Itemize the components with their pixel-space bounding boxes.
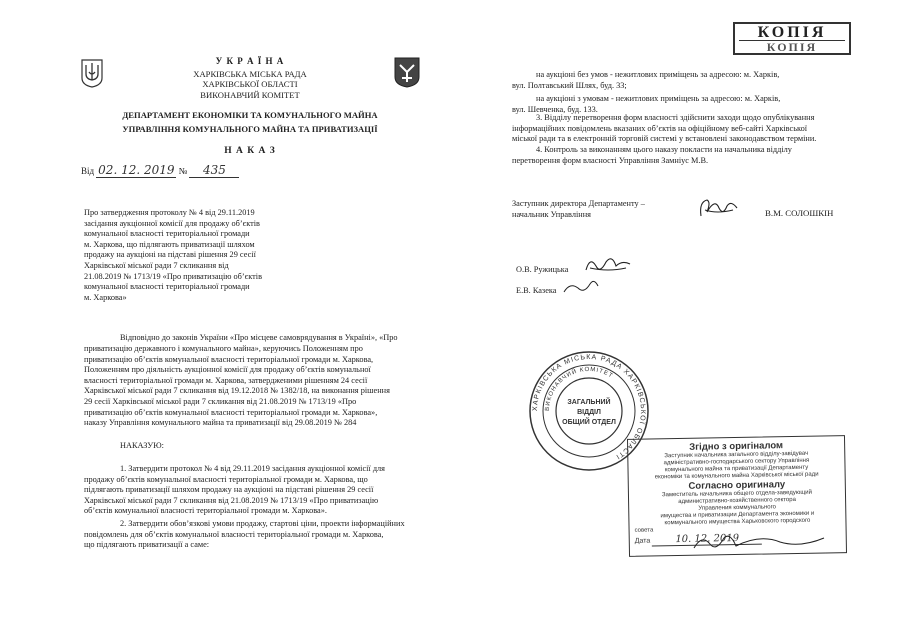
certification-date-value: 10. 12. 2019	[652, 534, 762, 547]
point-line: повідомлень для об’єктів комунальної власності територіальної громади м. Харкова,	[84, 529, 384, 539]
subject-line: Харківської міської ради 7 скликання від	[84, 261, 229, 271]
committee-name: ВИКОНАВЧИЙ КОМІТЕТ	[200, 89, 300, 100]
auction-item-line: вул. Шевченка, буд. 133.	[512, 104, 598, 114]
point-line: продажу об’єктів комунальної власності територіальної громади м. Харкова, що	[84, 474, 368, 484]
oblast-name: ХАРКІВСЬКОЇ ОБЛАСТІ	[202, 79, 298, 90]
point-line: що підлягають приватизації а саме:	[84, 540, 210, 550]
certification-line: адміністративно-господарського сектору Управління	[663, 457, 810, 467]
seal-outer-text: ХАРКІВСЬКА МІСЬКА РАДА ХАРКІВСЬКОЇ ОБЛАСТІ	[531, 353, 647, 461]
approval-name: Е.В. Казека	[516, 286, 557, 295]
certification-line: економіки та комунального майна Харківської міської ради	[654, 471, 819, 481]
preamble-line: Положенням про діяльність аукціонної комісії для продажу об’єктів комунальної	[84, 365, 371, 375]
certification-line: Управления коммунального	[698, 504, 777, 512]
certification-date-label: Дата	[634, 537, 651, 545]
certification-line: комунального майна та приватизації Департаменту	[664, 464, 809, 474]
issuer-block	[140, 69, 360, 100]
certification-ru-text	[634, 489, 841, 535]
subject-line: м. Харкова, що підлягають приватизації шляхом	[84, 239, 255, 249]
point-line: інформаційних повідомлень вказаних об’єктів на офіційному веб-сайті Харківської	[512, 123, 808, 133]
department-name: ДЕПАРТАМЕНТ ЕКОНОМІКИ ТА КОМУНАЛЬНОГО МАЙНА	[122, 110, 378, 120]
certification-line: Заступник начальника загального відділу-завідувач	[664, 450, 809, 460]
subject-line: Про затвердження протоколу № 4 від 29.11.2019	[84, 208, 255, 217]
seal-center-line: ОБЩИЙ ОТДЕЛ	[562, 419, 616, 426]
approval-name: О.В. Ружицька	[516, 265, 569, 274]
preamble-line: Харківської міської ради 7 скликання від 19.12.2018 № 1382/18, на виконання рішення	[84, 386, 390, 396]
copy-stamp	[733, 22, 851, 55]
kharkiv-emblem-icon	[393, 56, 421, 88]
point-line: 2. Затвердити обов’язкові умови продажу, стартові ціни, проекти інформаційних	[120, 519, 405, 528]
point-2	[84, 519, 424, 551]
point-line: 3. Відділу перетворення форм власності здійснити заходи щодо опублікування	[536, 113, 815, 122]
approval-signatures-icon	[560, 252, 640, 304]
number-value: 435	[189, 163, 239, 178]
copy-stamp-bottom: КОПІЯ	[766, 40, 818, 54]
signatory-position-line: Заступник директора Департаменту –	[512, 199, 645, 208]
preamble	[84, 333, 424, 344]
auction-item-line: на аукціоні з умовам - нежитлових приміщень за адресою: м. Харків,	[536, 94, 781, 104]
subject-line: 21.08.2019 № 1713/19 «Про приватизацію об’єктів	[84, 271, 262, 281]
auction-item-line: на аукціоні без умов - нежитлових приміщень за адресою: м. Харків,	[536, 70, 780, 79]
signatory-name: В.М. СОЛОШКІН	[765, 208, 834, 218]
copy-stamp-top: КОПІЯ	[739, 25, 845, 41]
subject-line: комунальної власності територіальної громади	[84, 229, 250, 239]
subject-line: комунальної власності територіальної громади	[84, 282, 250, 292]
council-name: ХАРКІВСЬКА МІСЬКА РАДА	[193, 69, 307, 79]
certification-line: административно-хозяйственного сектора	[678, 496, 796, 506]
document-type: Н А К А З	[224, 146, 276, 156]
signatory-position-line: начальник Управління	[512, 209, 591, 219]
certification-signature-icon	[690, 530, 830, 558]
preamble-cont	[84, 344, 424, 429]
point-line: Харківської міської ради 7 скликання від 21.08.2019 № 1713/19 «Про приватизацію	[84, 495, 379, 505]
auction-items	[512, 70, 858, 115]
preamble-line: Відповідно до законів України «Про місцеве самоврядування в Україні», «Про	[120, 333, 398, 342]
preamble-line: власності територіальної громади м. Харкова, затвердженими рішенням 24 сесії	[84, 375, 368, 385]
certification-title-ru: Согласно оригиналу	[688, 479, 786, 492]
certification-line: совета	[634, 527, 654, 534]
auction-item-line: вул. Полтавський Шлях, буд. 33;	[512, 80, 627, 90]
preamble-line: приватизацію об’єктів комунальної власності територіальної громади м. Харкова,	[84, 354, 374, 364]
point-3	[512, 113, 858, 145]
date-line	[81, 163, 239, 178]
point-1	[84, 464, 424, 517]
office-name: УПРАВЛІННЯ КОМУНАЛЬНОГО МАЙНА ТА ПРИВАТИЗАЦІЇ	[122, 124, 378, 134]
certification-line: Заместитель начальника общего отдела-заведующий	[661, 489, 813, 499]
order-word: НАКАЗУЮ:	[120, 441, 164, 450]
preamble-line: 29 сесії Харківської міської ради 7 скликання від 21.08.2019 № 1713/19 «Про	[84, 397, 357, 407]
seal-center-line: ЗАГАЛЬНИЙ	[567, 399, 611, 406]
signatory-position	[512, 199, 645, 220]
point-line: 1. Затвердити протокол № 4 від 29.11.2019 засідання аукціонної комісії для	[120, 464, 385, 473]
certification-line: имущества и приватизации Департамента экономики и	[660, 510, 815, 520]
certification-title-ua: Згідно з оригіналом	[689, 440, 784, 453]
point-line: підлягають приватизації шляхом продажу на аукціоні на підставі рішення 29 сесії	[84, 485, 374, 495]
trident-emblem-icon	[80, 58, 104, 88]
seal-middle-text: ВИКОНАВЧИЙ КОМІТЕТ	[544, 366, 614, 412]
director-signature-icon	[697, 196, 741, 222]
seal-center-line: ВІДДІЛ	[577, 409, 601, 416]
date-prefix: Від	[81, 166, 95, 176]
subject-line: засідання аукціонної комісії для продажу об’єктів	[84, 218, 260, 228]
certification-ua-text	[633, 450, 839, 482]
subject-line: продажу на аукціоні на підставі рішення 29 сесії	[84, 250, 256, 260]
preamble-line: наказу Управління комунального майна та приватизації від 29.08.2019 № 284	[84, 418, 357, 428]
point-line: перетворення форм власності Управління Замніус М.В.	[512, 155, 709, 165]
certification-line: коммунального имущества Харьковского городского	[664, 517, 811, 527]
point-line: об’єктів комунальної власності територіальної громади м. Харкова».	[84, 506, 327, 516]
number-prefix: №	[178, 166, 188, 176]
date-value: 02. 12. 2019	[98, 163, 175, 177]
point-line: міської ради та в електронній торговій системі у встановлені законодавством терміни.	[512, 134, 817, 144]
subject-block	[84, 208, 288, 303]
preamble-line: приватизацію державного і комунального майна», керуючись Положенням про	[84, 344, 363, 353]
country-title: У К Р А Ї Н А	[215, 56, 285, 66]
preamble-line: приватизацію об’єктів комунальної власності територіальної громади м. Харкова»,	[84, 407, 378, 417]
subject-line: м. Харкова»	[84, 292, 127, 302]
point-4	[512, 145, 858, 166]
point-line: 4. Контроль за виконанням цього наказу покласти на начальника відділу	[536, 145, 792, 154]
